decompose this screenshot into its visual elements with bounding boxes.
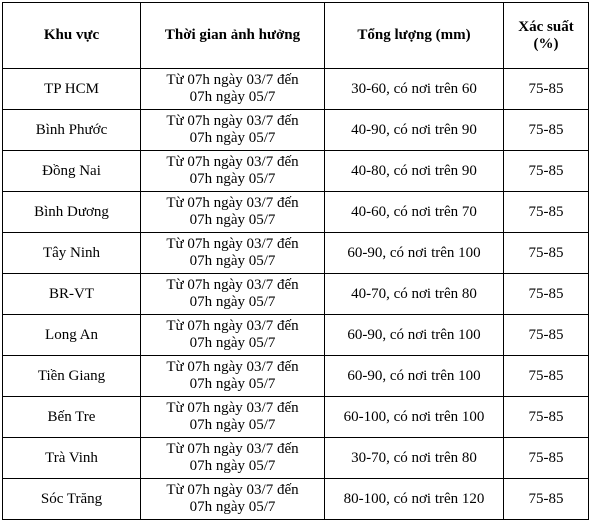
cell-time-line: Từ 07h ngày 03/7 đến xyxy=(166,277,299,293)
table-row xyxy=(3,151,589,192)
table-row xyxy=(3,397,589,438)
cell-time-line: Từ 07h ngày 03/7 đến xyxy=(166,359,299,375)
cell-time xyxy=(141,397,325,438)
cell-probability: 75-85 xyxy=(504,192,589,233)
cell-time xyxy=(141,110,325,151)
cell-time-line: 07h ngày 05/7 xyxy=(189,335,276,351)
cell-time-line: 07h ngày 05/7 xyxy=(189,376,276,392)
cell-amount: 60-90, có nơi trên 100 xyxy=(325,233,504,274)
cell-amount: 40-60, có nơi trên 70 xyxy=(325,192,504,233)
cell-region: Tây Ninh xyxy=(3,233,141,274)
table-body xyxy=(3,69,589,520)
cell-region: Sóc Trăng xyxy=(3,479,141,520)
cell-time-line: 07h ngày 05/7 xyxy=(189,212,276,228)
header-probability xyxy=(504,3,589,69)
cell-amount: 40-70, có nơi trên 80 xyxy=(325,274,504,315)
cell-amount: 30-60, có nơi trên 60 xyxy=(325,69,504,110)
cell-probability: 75-85 xyxy=(504,274,589,315)
cell-probability: 75-85 xyxy=(504,479,589,520)
cell-probability: 75-85 xyxy=(504,151,589,192)
cell-time xyxy=(141,69,325,110)
cell-amount: 30-70, có nơi trên 80 xyxy=(325,438,504,479)
table-row xyxy=(3,233,589,274)
cell-time xyxy=(141,233,325,274)
header-region: Khu vực xyxy=(3,3,141,69)
cell-region: Trà Vinh xyxy=(3,438,141,479)
rainfall-table xyxy=(2,2,589,520)
cell-time xyxy=(141,274,325,315)
cell-region: Tiền Giang xyxy=(3,356,141,397)
cell-amount: 60-90, có nơi trên 100 xyxy=(325,356,504,397)
cell-time-line: Từ 07h ngày 03/7 đến xyxy=(166,318,299,334)
cell-time-line: Từ 07h ngày 03/7 đến xyxy=(166,72,299,88)
table-row xyxy=(3,479,589,520)
cell-time-line: Từ 07h ngày 03/7 đến xyxy=(166,441,299,457)
header-probability-line-2: (%) xyxy=(533,35,559,52)
cell-time-line: 07h ngày 05/7 xyxy=(189,130,276,146)
cell-probability: 75-85 xyxy=(504,438,589,479)
cell-time xyxy=(141,192,325,233)
cell-time-line: 07h ngày 05/7 xyxy=(189,499,276,515)
cell-time xyxy=(141,151,325,192)
cell-time xyxy=(141,479,325,520)
table-row xyxy=(3,192,589,233)
cell-amount: 80-100, có nơi trên 120 xyxy=(325,479,504,520)
cell-region: BR-VT xyxy=(3,274,141,315)
cell-time-line: 07h ngày 05/7 xyxy=(189,171,276,187)
cell-amount: 40-90, có nơi trên 90 xyxy=(325,110,504,151)
cell-amount: 60-90, có nơi trên 100 xyxy=(325,315,504,356)
cell-region: Long An xyxy=(3,315,141,356)
cell-region: Bình Phước xyxy=(3,110,141,151)
cell-time-line: Từ 07h ngày 03/7 đến xyxy=(166,154,299,170)
cell-time xyxy=(141,438,325,479)
cell-time xyxy=(141,356,325,397)
cell-region: Bình Dương xyxy=(3,192,141,233)
header-time: Thời gian ảnh hưởng xyxy=(141,3,325,69)
cell-probability: 75-85 xyxy=(504,233,589,274)
cell-time-line: 07h ngày 05/7 xyxy=(189,458,276,474)
cell-time-line: Từ 07h ngày 03/7 đến xyxy=(166,113,299,129)
cell-amount: 40-80, có nơi trên 90 xyxy=(325,151,504,192)
cell-time-line: 07h ngày 05/7 xyxy=(189,294,276,310)
cell-amount: 60-100, có nơi trên 100 xyxy=(325,397,504,438)
cell-time-line: 07h ngày 05/7 xyxy=(189,253,276,269)
cell-region: Đồng Nai xyxy=(3,151,141,192)
cell-time-line: Từ 07h ngày 03/7 đến xyxy=(166,236,299,252)
header-amount: Tổng lượng (mm) xyxy=(325,3,504,69)
cell-probability: 75-85 xyxy=(504,110,589,151)
cell-probability: 75-85 xyxy=(504,356,589,397)
cell-time-line: 07h ngày 05/7 xyxy=(189,89,276,105)
table-row xyxy=(3,274,589,315)
cell-region: TP HCM xyxy=(3,69,141,110)
table-row xyxy=(3,438,589,479)
header-probability-line-1: Xác suất xyxy=(518,18,574,35)
table-row xyxy=(3,110,589,151)
cell-probability: 75-85 xyxy=(504,69,589,110)
cell-time-line: 07h ngày 05/7 xyxy=(189,417,276,433)
cell-probability: 75-85 xyxy=(504,397,589,438)
cell-probability: 75-85 xyxy=(504,315,589,356)
table-row xyxy=(3,69,589,110)
table-row xyxy=(3,315,589,356)
cell-time-line: Từ 07h ngày 03/7 đến xyxy=(166,195,299,211)
cell-time-line: Từ 07h ngày 03/7 đến xyxy=(166,482,299,498)
table-header-row xyxy=(3,3,589,69)
cell-region: Bến Tre xyxy=(3,397,141,438)
table-row xyxy=(3,356,589,397)
cell-time-line: Từ 07h ngày 03/7 đến xyxy=(166,400,299,416)
cell-time xyxy=(141,315,325,356)
